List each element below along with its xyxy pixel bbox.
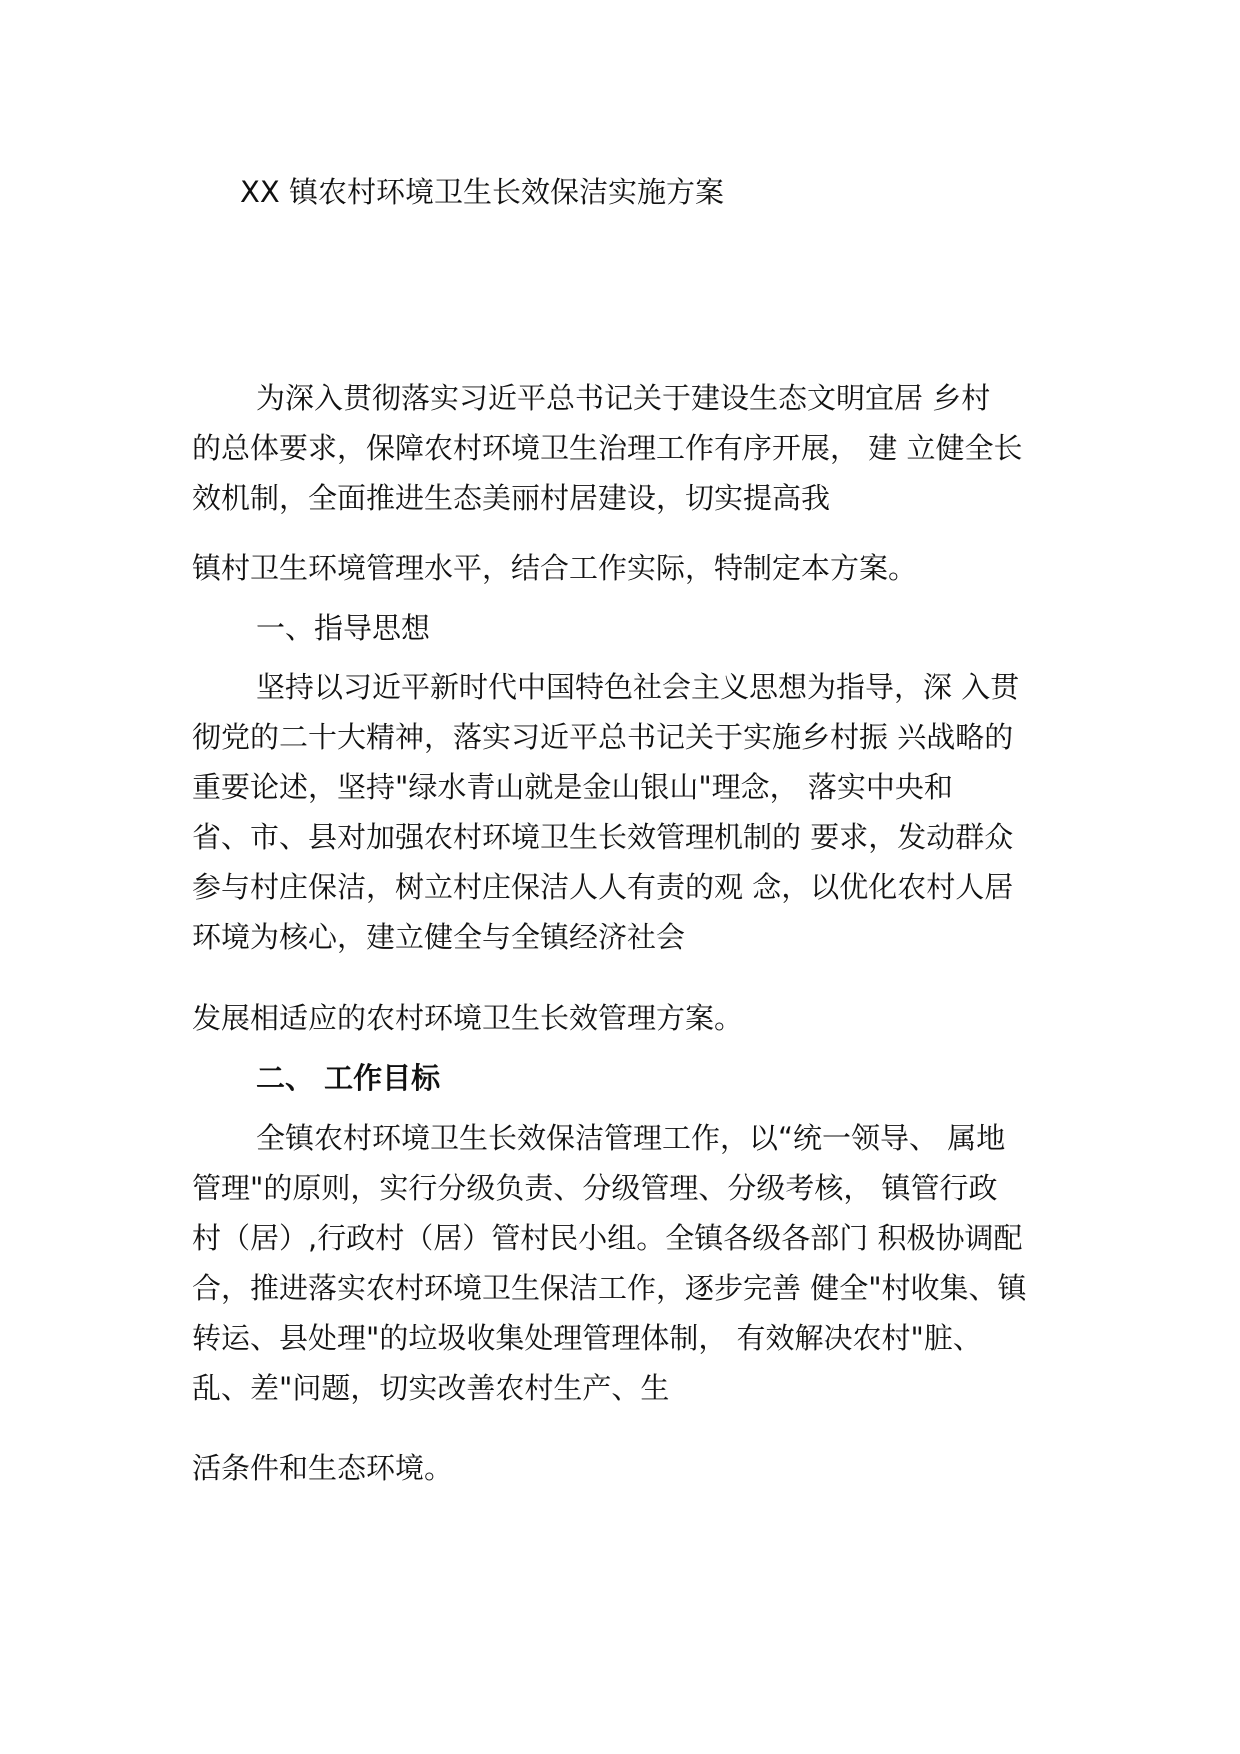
section2-line-2: 管理"的原则，实行分级负责、分级管理、分级考核， 镇管行政 — [192, 1171, 998, 1205]
section2-line-6: 乱、差"问题，切实改善农村生产、生 — [192, 1371, 670, 1405]
section1-line-6: 环境为核心，建立健全与全镇经济社会 — [192, 920, 686, 954]
intro-line-1: 为深入贯彻落实习近平总书记关于建设生态文明宜居 乡村 — [256, 381, 991, 415]
section1-line-1: 坚持以习近平新时代中国特色社会主义思想为指导，深 入贯 — [256, 670, 1020, 704]
intro-line-4: 镇村卫生环境管理水平，结合工作实际，特制定本方案。 — [192, 551, 918, 585]
section1-line-3: 重要论述，坚持"绿水青山就是金山银山"理念， 落实中央和 — [192, 770, 953, 804]
section1-line-5: 参与村庄保洁，树立村庄保洁人人有责的观 念，以优化农村人居 — [192, 870, 1014, 904]
section2-line-1: 全镇农村环境卫生长效保洁管理工作，以“统一领导、 属地 — [256, 1121, 1006, 1155]
section2-line-7: 活条件和生态环境。 — [192, 1451, 454, 1485]
section1-line-7: 发展相适应的农村环境卫生长效管理方案。 — [192, 1001, 744, 1035]
intro-line-2: 的总体要求，保障农村环境卫生治理工作有序开展， 建 立健全长 — [192, 431, 1023, 465]
intro-line-3: 效机制，全面推进生态美丽村居建设，切实提高我 — [192, 481, 831, 515]
section2-line-4: 合，推进落实农村环境卫生保洁工作，逐步完善 健全"村收集、镇 — [192, 1271, 1027, 1305]
section1-heading: 一、指导思想 — [256, 611, 431, 645]
section2-line-5: 转运、县处理"的垃圾收集处理管理体制， 有效解决农村"脏、 — [192, 1321, 982, 1355]
section2-heading: 二、 工作目标 — [256, 1061, 441, 1095]
section2-line-3: 村（居）,行政村（居）管村民小组。全镇各级各部门 积极协调配 — [192, 1221, 1023, 1255]
section1-line-2: 彻党的二十大精神，落实习近平总书记关于实施乡村振 兴战略的 — [192, 720, 1014, 754]
document-title: XX 镇农村环境卫生长效保洁实施方案 — [240, 175, 724, 209]
section1-line-4: 省、市、县对加强农村环境卫生长效管理机制的 要求，发动群众 — [192, 820, 1014, 854]
